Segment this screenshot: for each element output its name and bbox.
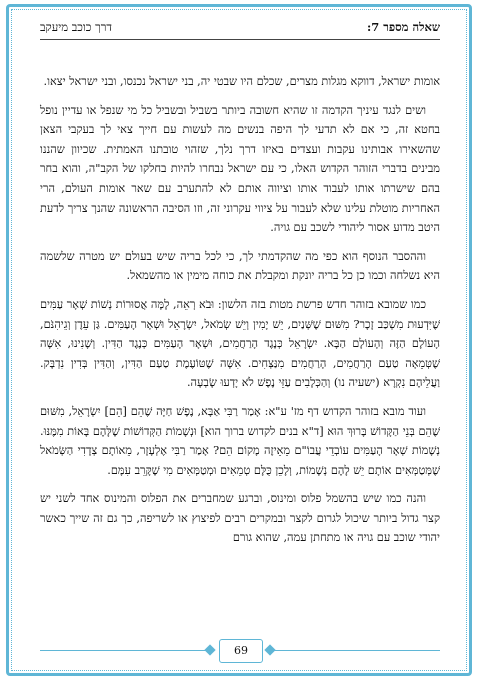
footer-line-left <box>40 650 210 651</box>
paragraph-1: אומות ישראל, דווקא מגלות מצרים, שכלם היו שבטי יה, בני ישראל נכנסו, ובני ישראל יצאו. <box>43 75 440 88</box>
page-footer <box>0 636 480 666</box>
paragraph-3: וההסבר הנוסף הוא כפי מה שהקדמתי לך, כי לכל בריה שיש בעולם יש מטרה שלשמה היא נשלחה וכמו כן כל בריה יונקת ומקבלת את כוחה מימין או מהשמאל. <box>40 249 440 283</box>
footer-line-right <box>270 650 440 651</box>
paragraph-2: ושים לנגד עיניך הקדמה זו שהיא חשובה ביותר בשביל ובשביל כל מי שנפל או עדיין נופל בחטא זה, כי אם לא תדעי לך היפה בנשים מה לעשות עם חייך צאי לך בעקבי הצאן שהשאירו אבותינו עקבות ועצדים באיזו דרך נלך, שזהוי טובתנו האמתית. שכיוון שהננו מבינים בדברי הזוהר הקדוש האלו, כי עם ישראל נבחרו להיות בחלקו של הקב"ה, והוא בחר בהם שישרתו אותו לעבוד אותו וציווה אותם לא להתערב עם שאר אומות העולם, הרי האחריות מוטלת עלינו שלא לעבור על ציווי עקרוני זה, וזו הסיבה הראשונה שהנך צריך לדעת היטב מדוע אסור ליהודי לשכב עם גויה. <box>40 103 440 235</box>
footer-ornament-right <box>264 644 275 655</box>
running-header <box>40 18 440 40</box>
paragraph-6: והנה כמו שיש בהשמל פלוס ומינוס, וברגע שמחברים את הפלוס והמינוס אחד לשני יש קצר גדול ביותר שיכול לגרום לקצר ובמקרים רבים לפיצוץ או לשריפה, כך גם זה שייך כאשר יהודי שוכב עם גויה או מתחתן עמה, שהוא גורם <box>40 492 440 545</box>
paragraph-5: ועוד מובא בזוהר הקדוש דף מז' ע"א: אָמַר רַבִּי אַבָּא, נֶפֶשׁ חַיָּה שֶׁהֵם [הֵם] יִשְׂרָאֵל, מִשּׁוּם שֶׁהֵם בְּנֵי הַקָּדוֹשׁ בָּרוּךְ הוּא [ד"א בנים לקדוש ברוך הוא] וּנְשָׁמוֹת הַקְּדוֹשׁוֹת שֶׁלָּהֶם בָּאוֹת מִמֶּנּוּ. נְשָׁמוֹת שְׁאָר הָעַמִּים עוֹבְדֵי עֲבוֹ"ם מֵאֵיזֶה מָקוֹם הֵם? אָמַר רַבִּי אֶלְעָזָר, מֵאוֹתָם צְדָדִי הַשְּׂמֹאל שֶׁמְּטַמְּאִים אוֹתָם יֵשׁ לָהֶם נְשָׁמוֹת, וְלָכֵן כֻּלָּם טְמֵאִים וּמְטַמְּאִים מִי שֶׁקָּרֵב עִמָּם. <box>40 404 440 477</box>
footer-ornament-left <box>204 644 215 655</box>
header-book-title: דרך כוכב מיעקב <box>40 20 112 34</box>
paragraph-4: כמו שמובא בזוהר חדש פרשת מטות בזה הלשון: וּבֹא רְאֵה, לָמָּה אֲסוּרוֹת נְשׁוֹת שְׁאָר עַמִּים שֶׁיִּדְעוּת מִשְׁכַּב זָכָר? מִשּׁוּם שֶׁשְּׁנַיִם, יֵשׁ יָמִין וְיֵשׁ שְׂמֹאל, יִשְׂרָאֵל וּשְׁאָר הָעַמִּים. גַּן עֵדֶן וְגֵיהִנֹּם, הָעוֹלָם הַזֶּה וְהָעוֹלָם הַבָּא. יִשְׂרָאֵל כְּנֶגֶד הָרַחֲמִים, וּשְׁאָר הָעַמִּים כְּנֶגֶד הַדִּין. וְשָׁנִינוּ, אִשָּׁה שֶׁטְּמֵאָה טַעַם הָרַחֲמִים, הָרַחֲמִים מִנַּצְּחִים. אִשָּׁה שֶׁטּוֹעֶמֶת טַעַם הַדִּין, וְהַדִּין בְּדִין נִדְבָּק. וַעֲלֵיהֶם נִקְרָא (ישעיה נו) וְהַכְּלָבִים עַזֵּי נֶפֶשׁ לֹא יָדְעוּ שָׂבְעָה. <box>40 297 440 390</box>
main-text <box>40 72 440 557</box>
header-divider <box>40 39 440 40</box>
page-number: 69 <box>219 639 263 663</box>
header-question-number: שאלה מספר 7: <box>366 20 440 34</box>
